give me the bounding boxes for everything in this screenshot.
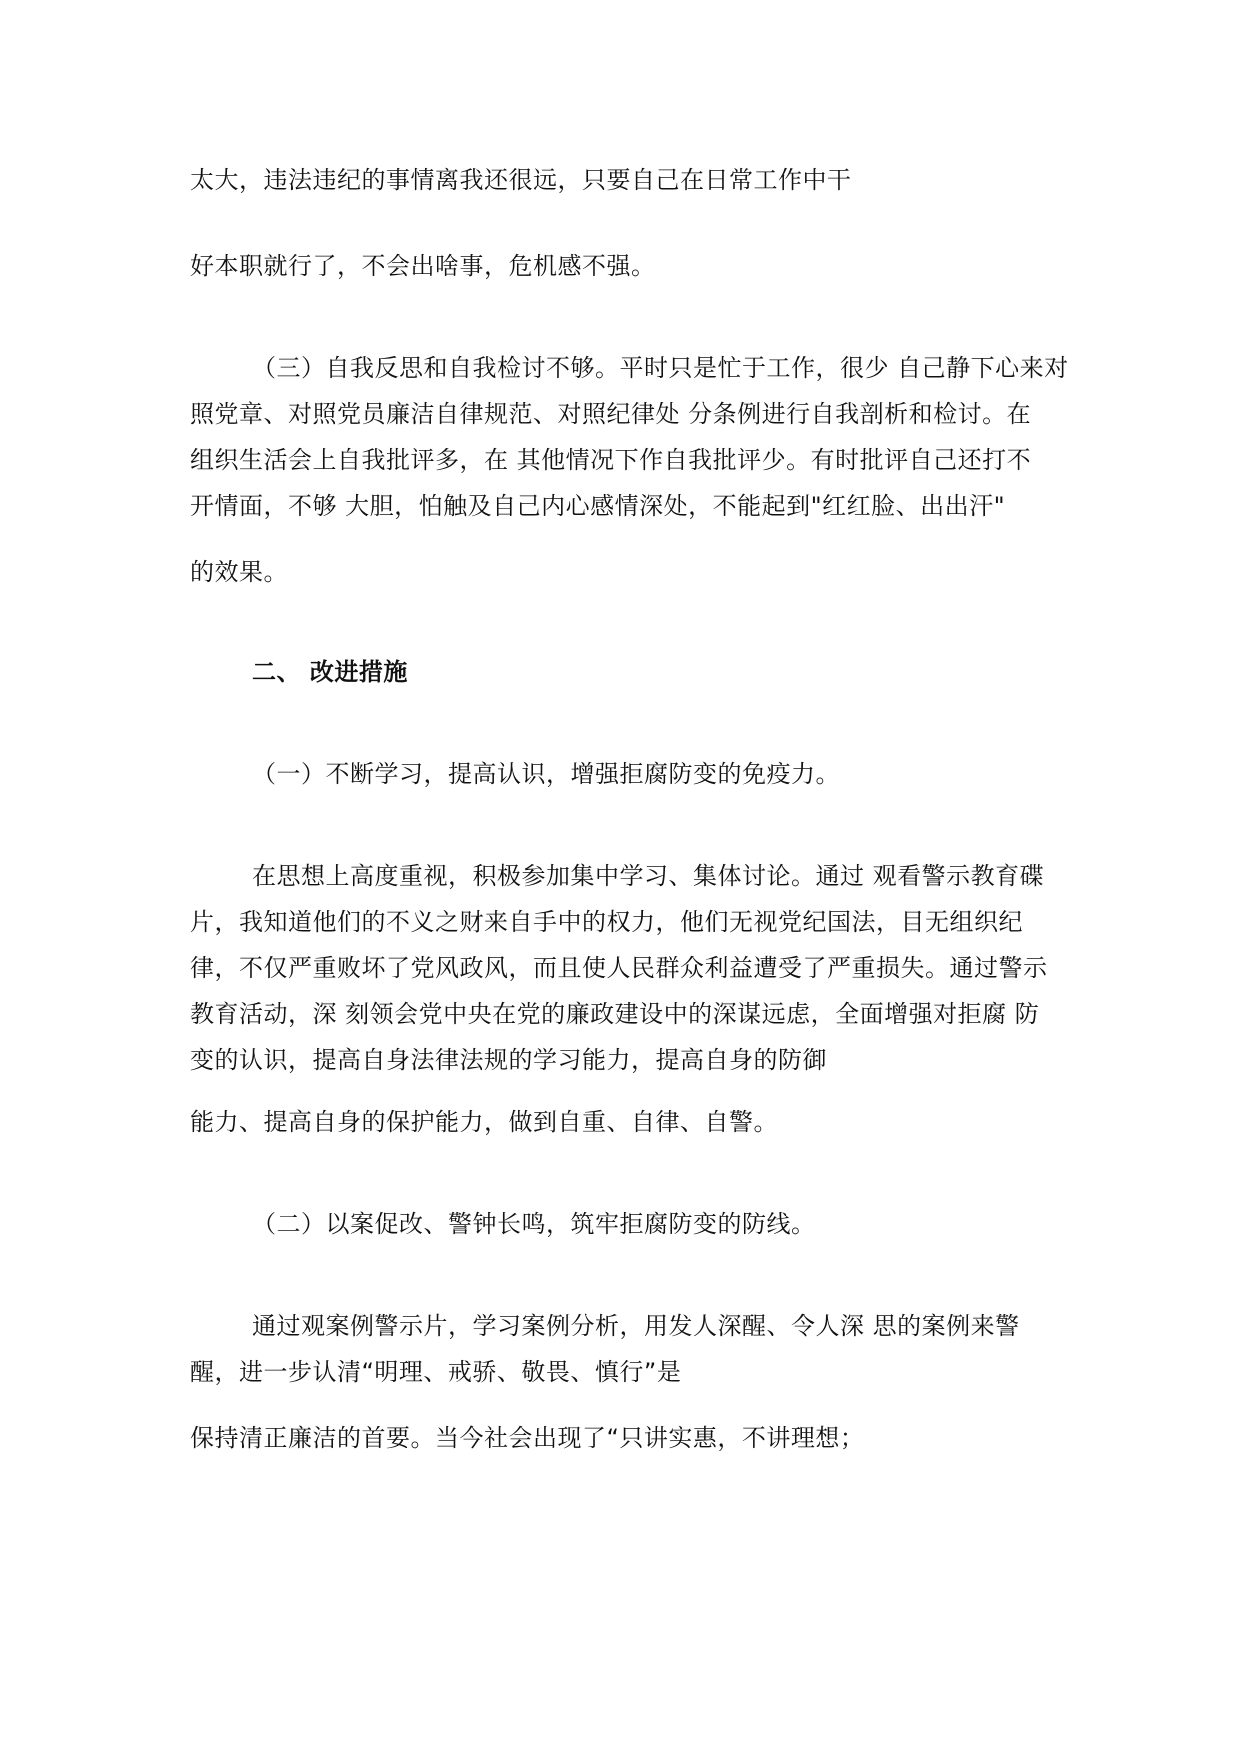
paragraph-line: 在思想上高度重视，积极参加集中学习、集体讨论。通过 观看警示教育碟 [252, 862, 1045, 890]
subsection-heading: （二）以案促改、警钟长鸣，筑牢拒腐防变的防线。 [252, 1210, 816, 1238]
paragraph-line: 开情面，不够 大胆，怕触及自己内心感情深处，不能起到"红红脸、出出汗" [190, 492, 1006, 520]
section-heading: 二、 改进措施 [252, 658, 408, 686]
paragraph-line: 保持清正廉洁的首要。当今社会出现了“只讲实惠，不讲理想； [190, 1424, 865, 1452]
paragraph-line: 好本职就行了，不会出啥事，危机感不强。 [190, 252, 656, 280]
paragraph-line: 律，不仅严重败坏了党风政风，而且使人民群众利益遭受了严重损失。通过警示 [190, 954, 1048, 982]
paragraph-line: 变的认识，提高自身法律法规的学习能力，提高自身的防御 [190, 1046, 827, 1074]
paragraph-line: 通过观案例警示片，学习案例分析，用发人深醒、令人深 思的案例来警 [252, 1312, 1020, 1340]
paragraph-line: 教育活动，深 刻领会党中央在党的廉政建设中的深谋远虑，全面增强对拒腐 防 [190, 1000, 1040, 1028]
paragraph-line: 太大，违法违纪的事情离我还很远，只要自己在日常工作中干 [190, 166, 852, 194]
paragraph-line: 片，我知道他们的不义之财来自手中的权力，他们无视党纪国法，目无组织纪 [190, 908, 1023, 936]
paragraph-line: 醒，进一步认清“明理、戒骄、敬畏、慎行”是 [190, 1358, 682, 1386]
paragraph-line: 照党章、对照党员廉洁自律规范、对照纪律处 分条例进行自我剖析和检讨。在 [190, 400, 1032, 428]
paragraph-line: 的效果。 [190, 558, 288, 586]
paragraph-line: 组织生活会上自我批评多，在 其他情况下作自我批评少。有时批评自己还打不 [190, 446, 1032, 474]
subsection-heading: （一）不断学习，提高认识，增强拒腐防变的免疫力。 [252, 760, 840, 788]
paragraph-line: （三）自我反思和自我检讨不够。平时只是忙于工作，很少 自己静下心来对 [252, 354, 1069, 382]
paragraph-line: 能力、提高自身的保护能力，做到自重、自律、自警。 [190, 1108, 778, 1136]
